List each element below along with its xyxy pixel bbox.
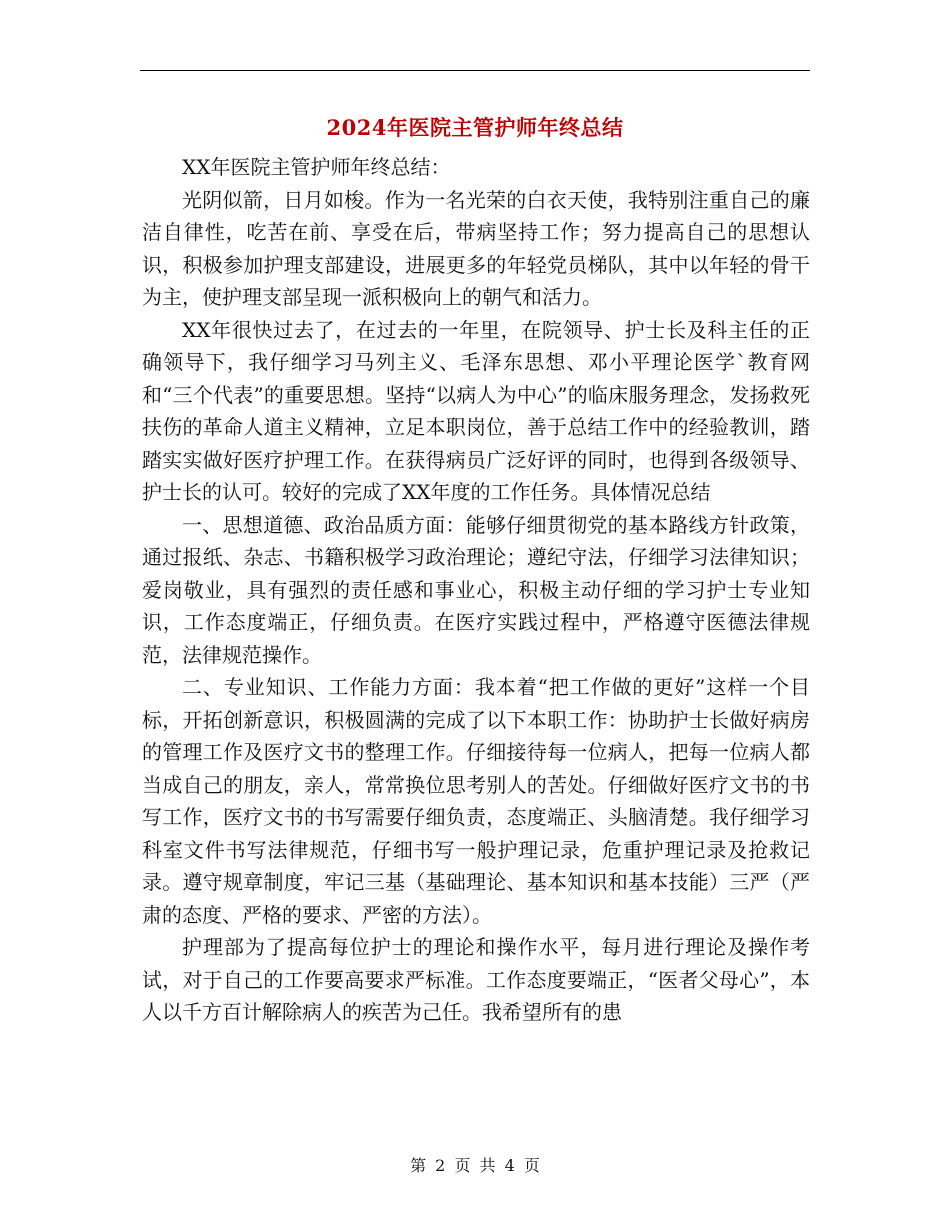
paragraph: XX年很快过去了，在过去的一年里，在院领导、护士长及科主任的正确领导下，我仔细学习马列主义、毛泽东思想、邓小平理论医学`教育网和“三个代表”的重要思想。坚持“以病人为中心”的临床服务理念，发扬救死扶伤的革命人道主义精神，立足本职岗位，善于总结工作中的经验教训，踏踏实实做好医疗护理工作。在获得病员广泛好评的同时，也得到各级领导、护士长的认可。较好的完成了XX年度的工作任务。具体情况总结 [142,317,810,504]
document-title: 2024年医院主管护师年终总结 [326,115,624,140]
document-body [142,151,810,1029]
paragraph: 一、思想道德、政治品质方面：能够仔细贯彻党的基本路线方针政策，通过报纸、杂志、书籍积极学习政治理论；遵纪守法，仔细学习法律知识；爱岗敬业，具有强烈的责任感和事业心，积极主动仔细的学习护士专业知识，工作态度端正，仔细负责。在医疗实践过程中，严格遵守医德法律规范，法律规范操作。 [142,512,810,667]
paragraph: XX年医院主管护师年终总结： [182,155,451,179]
page-footer: 第 2 页 共 4 页 [410,1156,540,1175]
header-rule [140,70,810,71]
paragraph: 光阴似箭，日月如梭。作为一名光荣的白衣天使，我特别注重自己的廉洁自律性，吃苦在前、享受在后，带病坚持工作；努力提高自己的思想认识，积极参加护理支部建设，进展更多的年轻党员梯队，其中以年轻的骨干为主，使护理支部呈现一派积极向上的朝气和活力。 [142,187,810,309]
paragraph: 二、专业知识、工作能力方面：我本着“把工作做的更好”这样一个目标，开拓创新意识，积极圆满的完成了以下本职工作：协助护士长做好病房的管理工作及医疗文书的整理工作。仔细接待每一位病人，把每一位病人都当成自己的朋友，亲人，常常换位思考别人的苦处。仔细做好医疗文书的书写工作，医疗文书的书写需要仔细负责，态度端正、头脑清楚。我仔细学习科室文件书写法律规范，仔细书写一般护理记录，危重护理记录及抢救记录。遵守规章制度，牢记三基（基础理论、基本知识和基本技能）三严（严肃的态度、严格的要求、严密的方法）。 [142,675,810,927]
paragraph: 护理部为了提高每位护士的理论和操作水平，每月进行理论及操作考试，对于自己的工作要高要求严标准。工作态度要端正，“医者父母心”，本人以千方百计解除病人的疾苦为己任。我希望所有的患 [142,935,810,1024]
